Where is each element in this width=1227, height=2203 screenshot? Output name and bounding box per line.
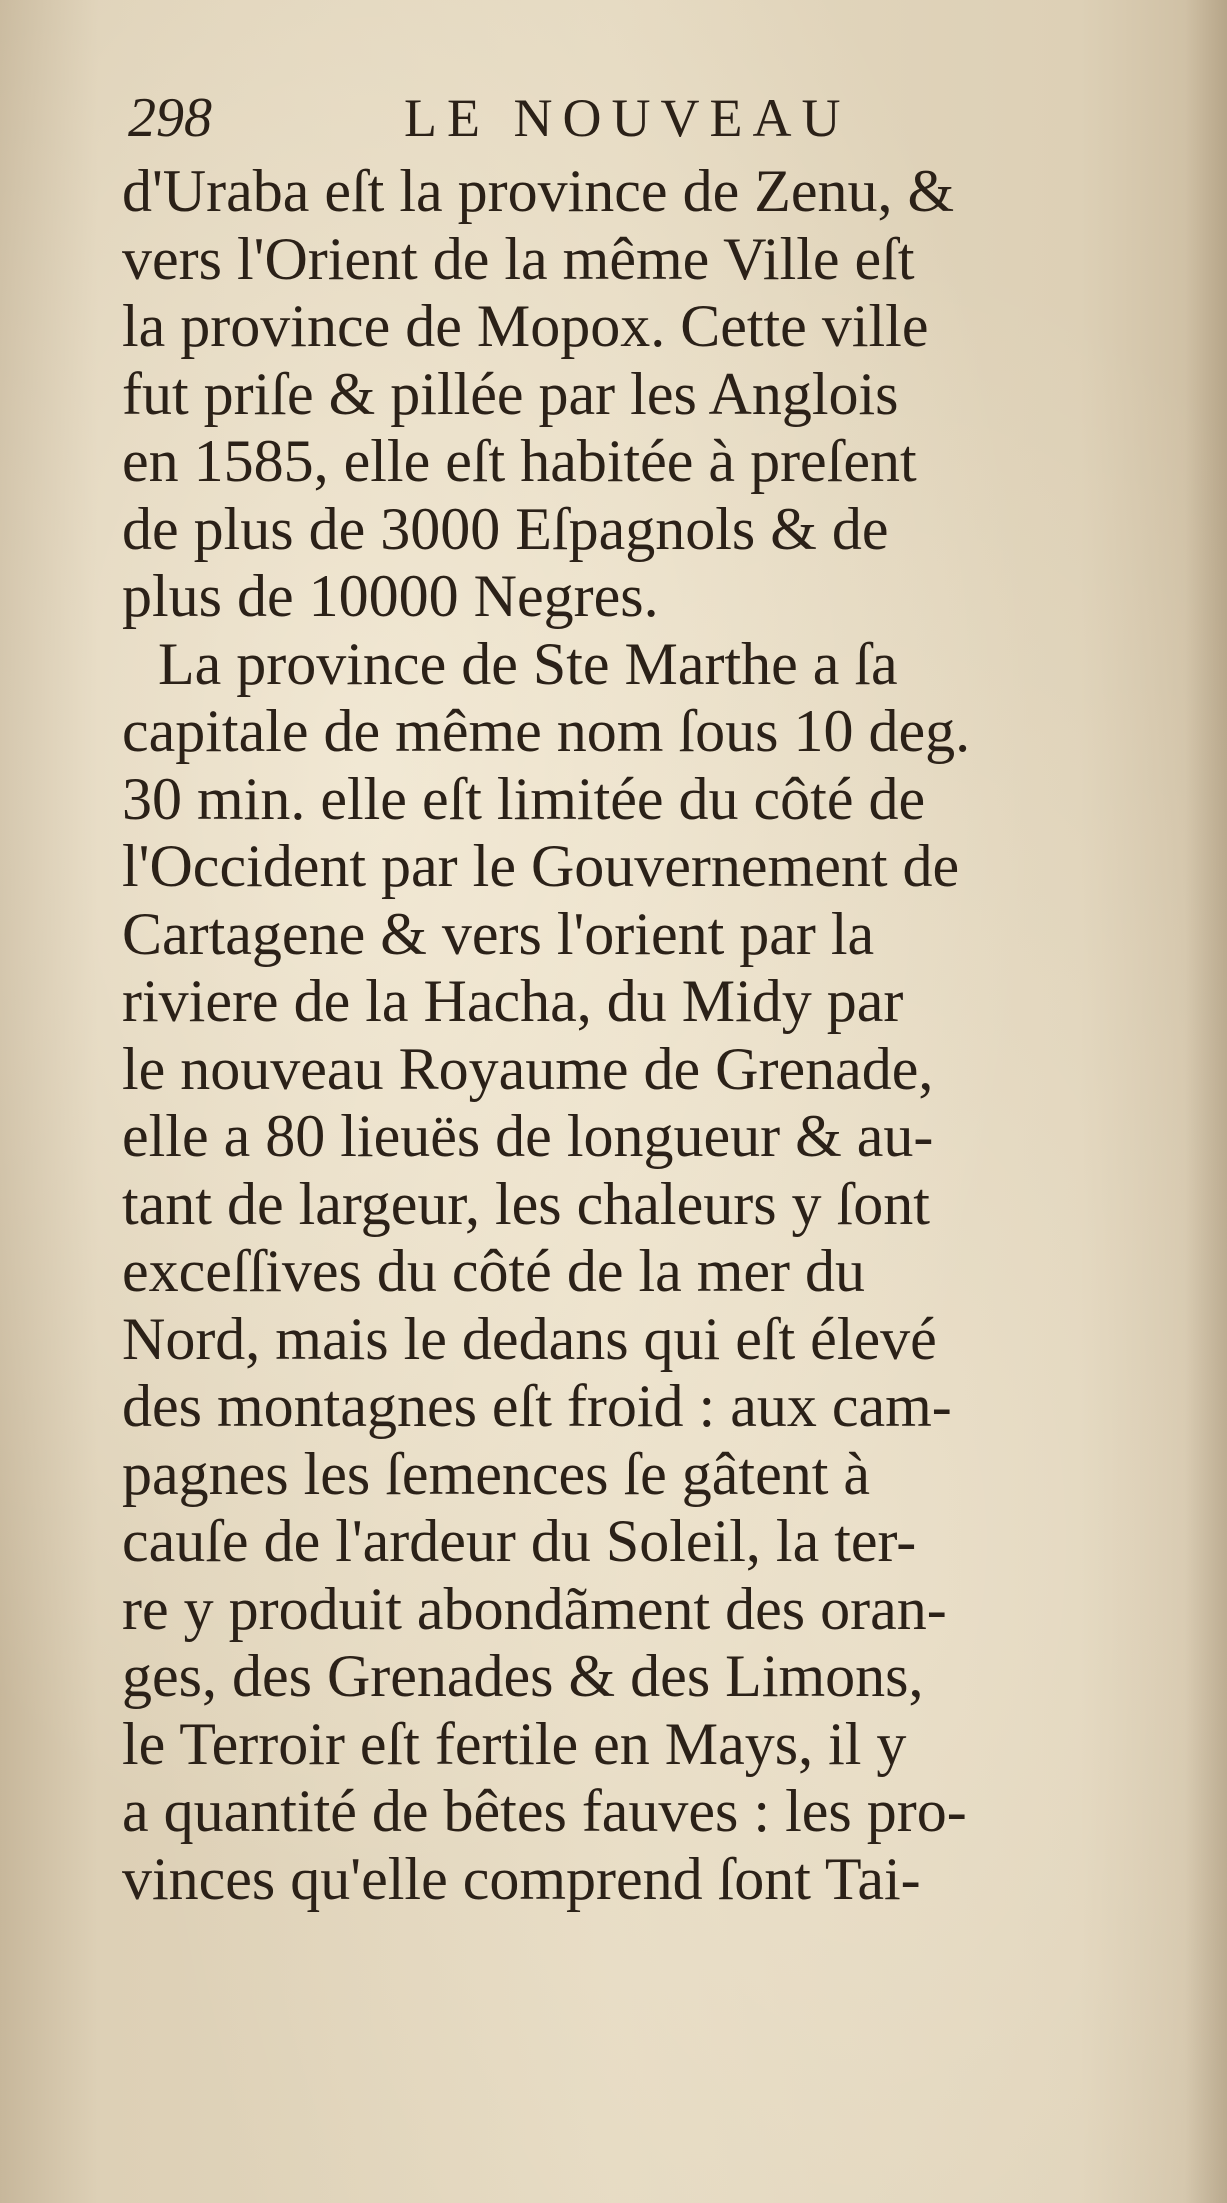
text-line: l'Occident par le Gouvernement de xyxy=(122,833,960,899)
text-line: Nord, mais le dedans qui eſt élevé xyxy=(122,1305,937,1372)
text-line: le nouveau Royaume de Grenade, xyxy=(122,1035,934,1102)
text-line: plus de 10000 Negres. xyxy=(122,563,659,629)
text-line: fut priſe & pillée par les Anglois xyxy=(122,360,899,427)
text-line: le Terroir eſt fertile en Mays, il y xyxy=(122,1710,907,1777)
page-number: 298 xyxy=(128,87,212,149)
page-body-text xyxy=(122,158,1172,1913)
text-line: tant de largeur, les chaleurs y ſont xyxy=(122,1170,930,1237)
text-line: Cartagene & vers l'orient par la xyxy=(122,900,875,967)
text-line: vinces qu'elle comprend ſont Tai- xyxy=(122,1845,921,1912)
text-line: re y produit abondãment des oran- xyxy=(122,1575,947,1642)
text-line: de plus de 3000 Eſpagnols & de xyxy=(122,495,889,562)
text-line: la province de Mopox. Cette ville xyxy=(122,293,929,359)
page-header xyxy=(128,78,1128,158)
text-line: La province de Ste Marthe a ſa xyxy=(158,630,898,697)
text-line: d'Uraba eſt la province de Zenu, & xyxy=(122,158,955,224)
running-head: LE NOUVEAU xyxy=(404,88,851,148)
text-line: cauſe de l'ardeur du Soleil, la ter- xyxy=(122,1508,917,1574)
page-gutter-shadow xyxy=(1185,0,1227,2203)
text-line: pagnes les ſemences ſe gâtent à xyxy=(122,1440,871,1507)
text-line: elle a 80 lieuës de longueur & au- xyxy=(122,1103,934,1169)
text-line: capitale de même nom ſous 10 deg. xyxy=(122,698,971,764)
text-line: des montagnes eſt froid : aux cam- xyxy=(122,1373,952,1439)
text-line: en 1585, elle eſt habitée à preſent xyxy=(122,428,917,494)
text-line: a quantité de bêtes fauves : les pro- xyxy=(122,1778,967,1844)
text-line: ges, des Grenades & des Limons, xyxy=(122,1643,924,1709)
text-line: exceſſives du côté de la mer du xyxy=(122,1238,866,1304)
text-line: 30 min. elle eſt limitée du côté de xyxy=(122,765,926,832)
text-line: riviere de la Hacha, du Midy par xyxy=(122,968,904,1034)
text-line: vers l'Orient de la même Ville eſt xyxy=(122,225,915,292)
